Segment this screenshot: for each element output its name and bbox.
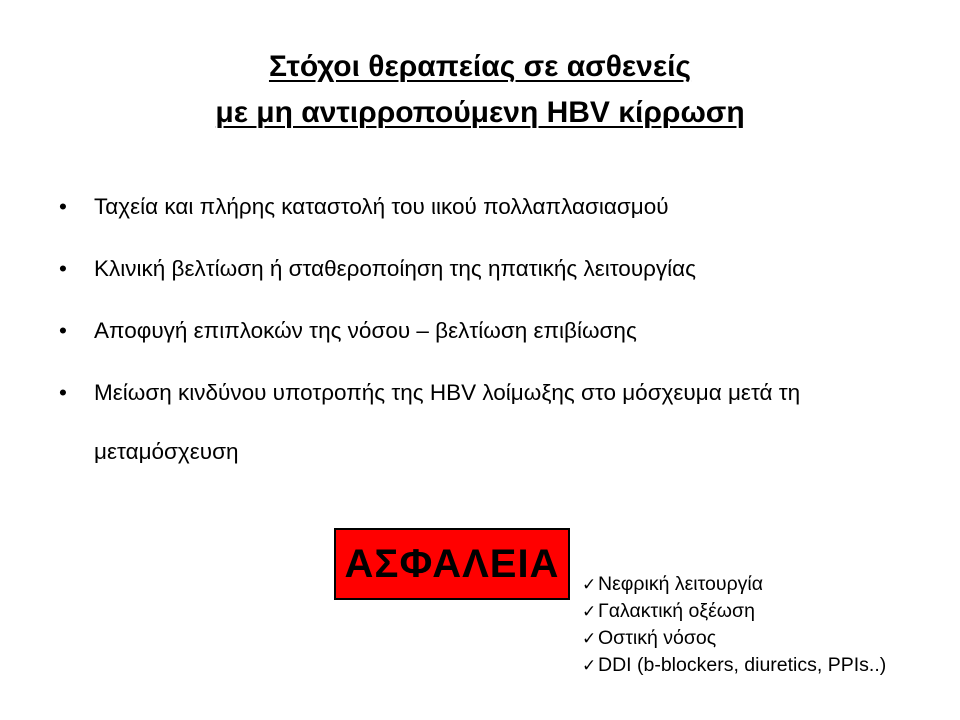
checkmark-icon: ✓ bbox=[582, 575, 597, 594]
bullet-item bbox=[58, 363, 928, 481]
bullet-text: Μείωση κινδύνου υποτροπής της HBV λοίμωξης στο μόσχευμα μετά τη μεταμόσχευση bbox=[94, 380, 801, 464]
bullet-text: Κλινική βελτίωση ή σταθεροποίηση της ηπατικής λειτουργίας bbox=[94, 256, 697, 281]
bullet-item bbox=[58, 248, 928, 290]
checklist-item bbox=[582, 598, 952, 625]
bullet-text: Αποφυγή επιπλοκών της νόσου – βελτίωση επιβίωσης bbox=[94, 318, 637, 343]
checklist-item bbox=[582, 625, 952, 652]
bullet-dot-icon: • bbox=[59, 194, 67, 219]
title-line-1: Στόχοι θεραπείας σε ασθενείς bbox=[268, 50, 692, 83]
checkmark-icon: ✓ bbox=[582, 602, 597, 621]
bullet-item bbox=[58, 186, 928, 228]
checklist-text: DDI (b-blockers, diuretics, PPIs..) bbox=[598, 654, 887, 676]
checklist-text: Νεφρική λειτουργία bbox=[598, 573, 764, 595]
bullet-dot-icon: • bbox=[59, 380, 67, 405]
title-line-2: με μη αντιρροπούμενη HBV κίρρωση bbox=[215, 96, 745, 129]
checklist-text: Γαλακτική οξέωση bbox=[598, 600, 755, 622]
bullet-text: Ταχεία και πλήρης καταστολή του ιικού πολλαπλασιασμού bbox=[94, 194, 669, 219]
checkmark-icon: ✓ bbox=[582, 629, 597, 648]
slide-title bbox=[0, 44, 960, 136]
safety-box bbox=[334, 528, 570, 600]
checklist-text: Οστική νόσος bbox=[598, 627, 717, 649]
safety-label: ΑΣΦΑΛΕΙΑ bbox=[344, 541, 560, 586]
checkmark-icon: ✓ bbox=[582, 656, 597, 675]
bullet-dot-icon: • bbox=[59, 318, 67, 343]
bullet-item bbox=[58, 310, 928, 352]
checklist-item bbox=[582, 652, 952, 679]
checklist-item bbox=[582, 571, 952, 598]
bullet-list bbox=[58, 186, 928, 501]
safety-checklist bbox=[582, 571, 952, 679]
bullet-dot-icon: • bbox=[59, 256, 67, 281]
